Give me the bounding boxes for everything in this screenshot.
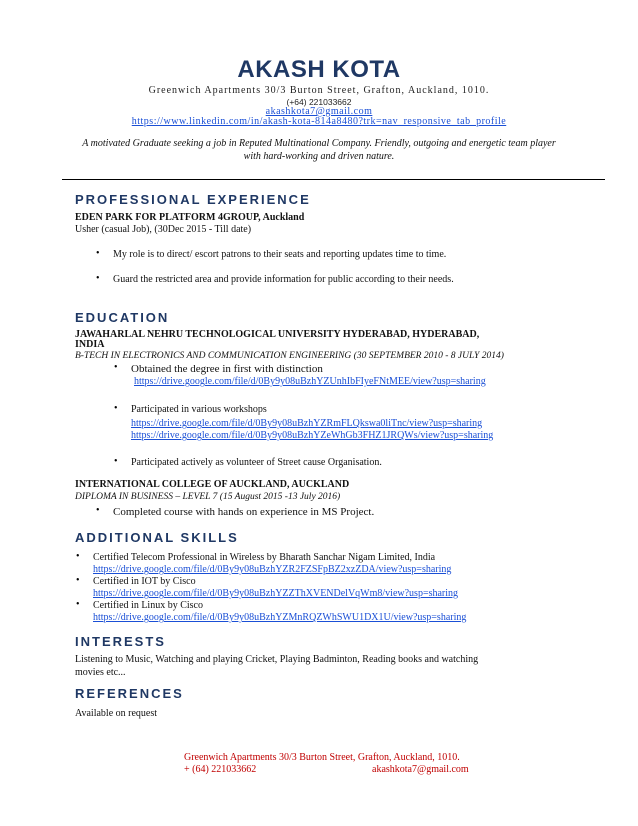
skill-item: Certified Telecom Professional in Wireless by Bharath Sanchar Nigam Limited, India bbox=[93, 552, 436, 563]
bullet-icon: • bbox=[96, 248, 100, 259]
experience-bullet: My role is to direct/ escort patrons to their seats and reporting updates time to time. bbox=[113, 249, 447, 260]
references-heading: REFERENCES bbox=[75, 686, 184, 701]
degree-line: B-TECH IN ELECTRONICS AND COMMUNICATION ENGINEERING (30 SEPTEMBER 2010 - 8 JULY 2014) bbox=[75, 351, 504, 361]
interests-heading: INTERESTS bbox=[75, 634, 166, 649]
skill-link[interactable]: https://drive.google.com/file/d/0By9y08uBzhYZZThXVENDelVqWm8/view?usp=sharing bbox=[93, 588, 459, 599]
header-divider bbox=[62, 179, 605, 180]
references-text: Available on request bbox=[75, 708, 158, 719]
objective-statement: A motivated Graduate seeking a job in Reputed Multinational Company. Friendly, outgoing and energetic team player with hard-working and driven nature. bbox=[82, 138, 556, 162]
education-bullet: Completed course with hands on experience in MS Project. bbox=[113, 506, 375, 518]
header-email-link[interactable]: akashkota7@gmail.com bbox=[265, 106, 373, 117]
footer-phone: + (64) 221033662 bbox=[184, 764, 257, 775]
education-bullet: Participated in various workshops bbox=[131, 404, 267, 415]
footer-email: akashkota7@gmail.com bbox=[372, 764, 469, 775]
bullet-icon: • bbox=[96, 505, 100, 516]
interests-text: movies etc... bbox=[75, 667, 126, 678]
education-heading: EDUCATION bbox=[75, 310, 170, 325]
diploma-line: DIPLOMA IN BUSINESS – LEVEL 7 (15 August 2015 -13 July 2016) bbox=[75, 492, 341, 502]
bullet-icon: • bbox=[114, 403, 118, 414]
bullet-icon: • bbox=[76, 551, 80, 562]
linkedin-link[interactable]: https://www.linkedin.com/in/akash-kota-814a8480?trk=nav_responsive_tab_profile bbox=[131, 116, 507, 127]
college-name: INTERNATIONAL COLLEGE OF AUCKLAND, AUCKLAND bbox=[75, 479, 350, 490]
experience-role: Usher (casual Job), (30Dec 2015 - Till date) bbox=[75, 224, 252, 235]
footer-address: Greenwich Apartments 30/3 Burton Street, Grafton, Auckland, 1010. bbox=[184, 752, 460, 763]
skill-link[interactable]: https://drive.google.com/file/d/0By9y08uBzhYZR2FZSFpBZ2xzZDA/view?usp=sharing bbox=[93, 564, 452, 575]
workshop-link-1[interactable]: https://drive.google.com/file/d/0By9y08uBzhYZRmFLQkswa0liTnc/view?usp=sharing bbox=[131, 418, 483, 429]
header-address: Greenwich Apartments 30/3 Burton Street, Grafton, Auckland, 1010. bbox=[148, 85, 490, 96]
skills-heading: ADDITIONAL SKILLS bbox=[75, 530, 239, 545]
university-name: JAWAHARLAL NEHRU TECHNOLOGICAL UNIVERSITY HYDERABAD, HYDERABAD, bbox=[75, 329, 480, 340]
distinction-link[interactable]: https://drive.google.com/file/d/0By9y08uBzhYZUnhIbFIyeFNtMEE/view?usp=sharing bbox=[134, 376, 486, 387]
university-country: INDIA bbox=[75, 339, 105, 350]
experience-bullet: Guard the restricted area and provide information for public according to their needs. bbox=[113, 274, 454, 285]
header-phone: (+64) 221033662 bbox=[286, 97, 352, 107]
skill-link[interactable]: https://drive.google.com/file/d/0By9y08uBzhYZMnRQZWhSWU1DX1U/view?usp=sharing bbox=[93, 612, 467, 623]
skill-item: Certified in IOT by Cisco bbox=[93, 576, 196, 587]
experience-employer: EDEN PARK FOR PLATFORM 4GROUP, Auckland bbox=[75, 212, 305, 223]
experience-heading: PROFESSIONAL EXPERIENCE bbox=[75, 192, 311, 207]
bullet-icon: • bbox=[114, 456, 118, 467]
bullet-icon: • bbox=[96, 273, 100, 284]
interests-text: Listening to Music, Watching and playing Cricket, Playing Badminton, Reading books and watching bbox=[75, 654, 479, 665]
skill-item: Certified in Linux by Cisco bbox=[93, 600, 203, 611]
bullet-icon: • bbox=[76, 575, 80, 586]
bullet-icon: • bbox=[114, 362, 118, 373]
bullet-icon: • bbox=[76, 599, 80, 610]
candidate-name: AKASH KOTA bbox=[237, 56, 401, 83]
education-bullet: Participated actively as volunteer of Street cause Organisation. bbox=[131, 457, 382, 468]
education-bullet: Obtained the degree in first with distinction bbox=[131, 363, 323, 375]
workshop-link-2[interactable]: https://drive.google.com/file/d/0By9y08uBzhYZeWhGb3FHZ1JRQWs/view?usp=sharing bbox=[131, 430, 494, 441]
